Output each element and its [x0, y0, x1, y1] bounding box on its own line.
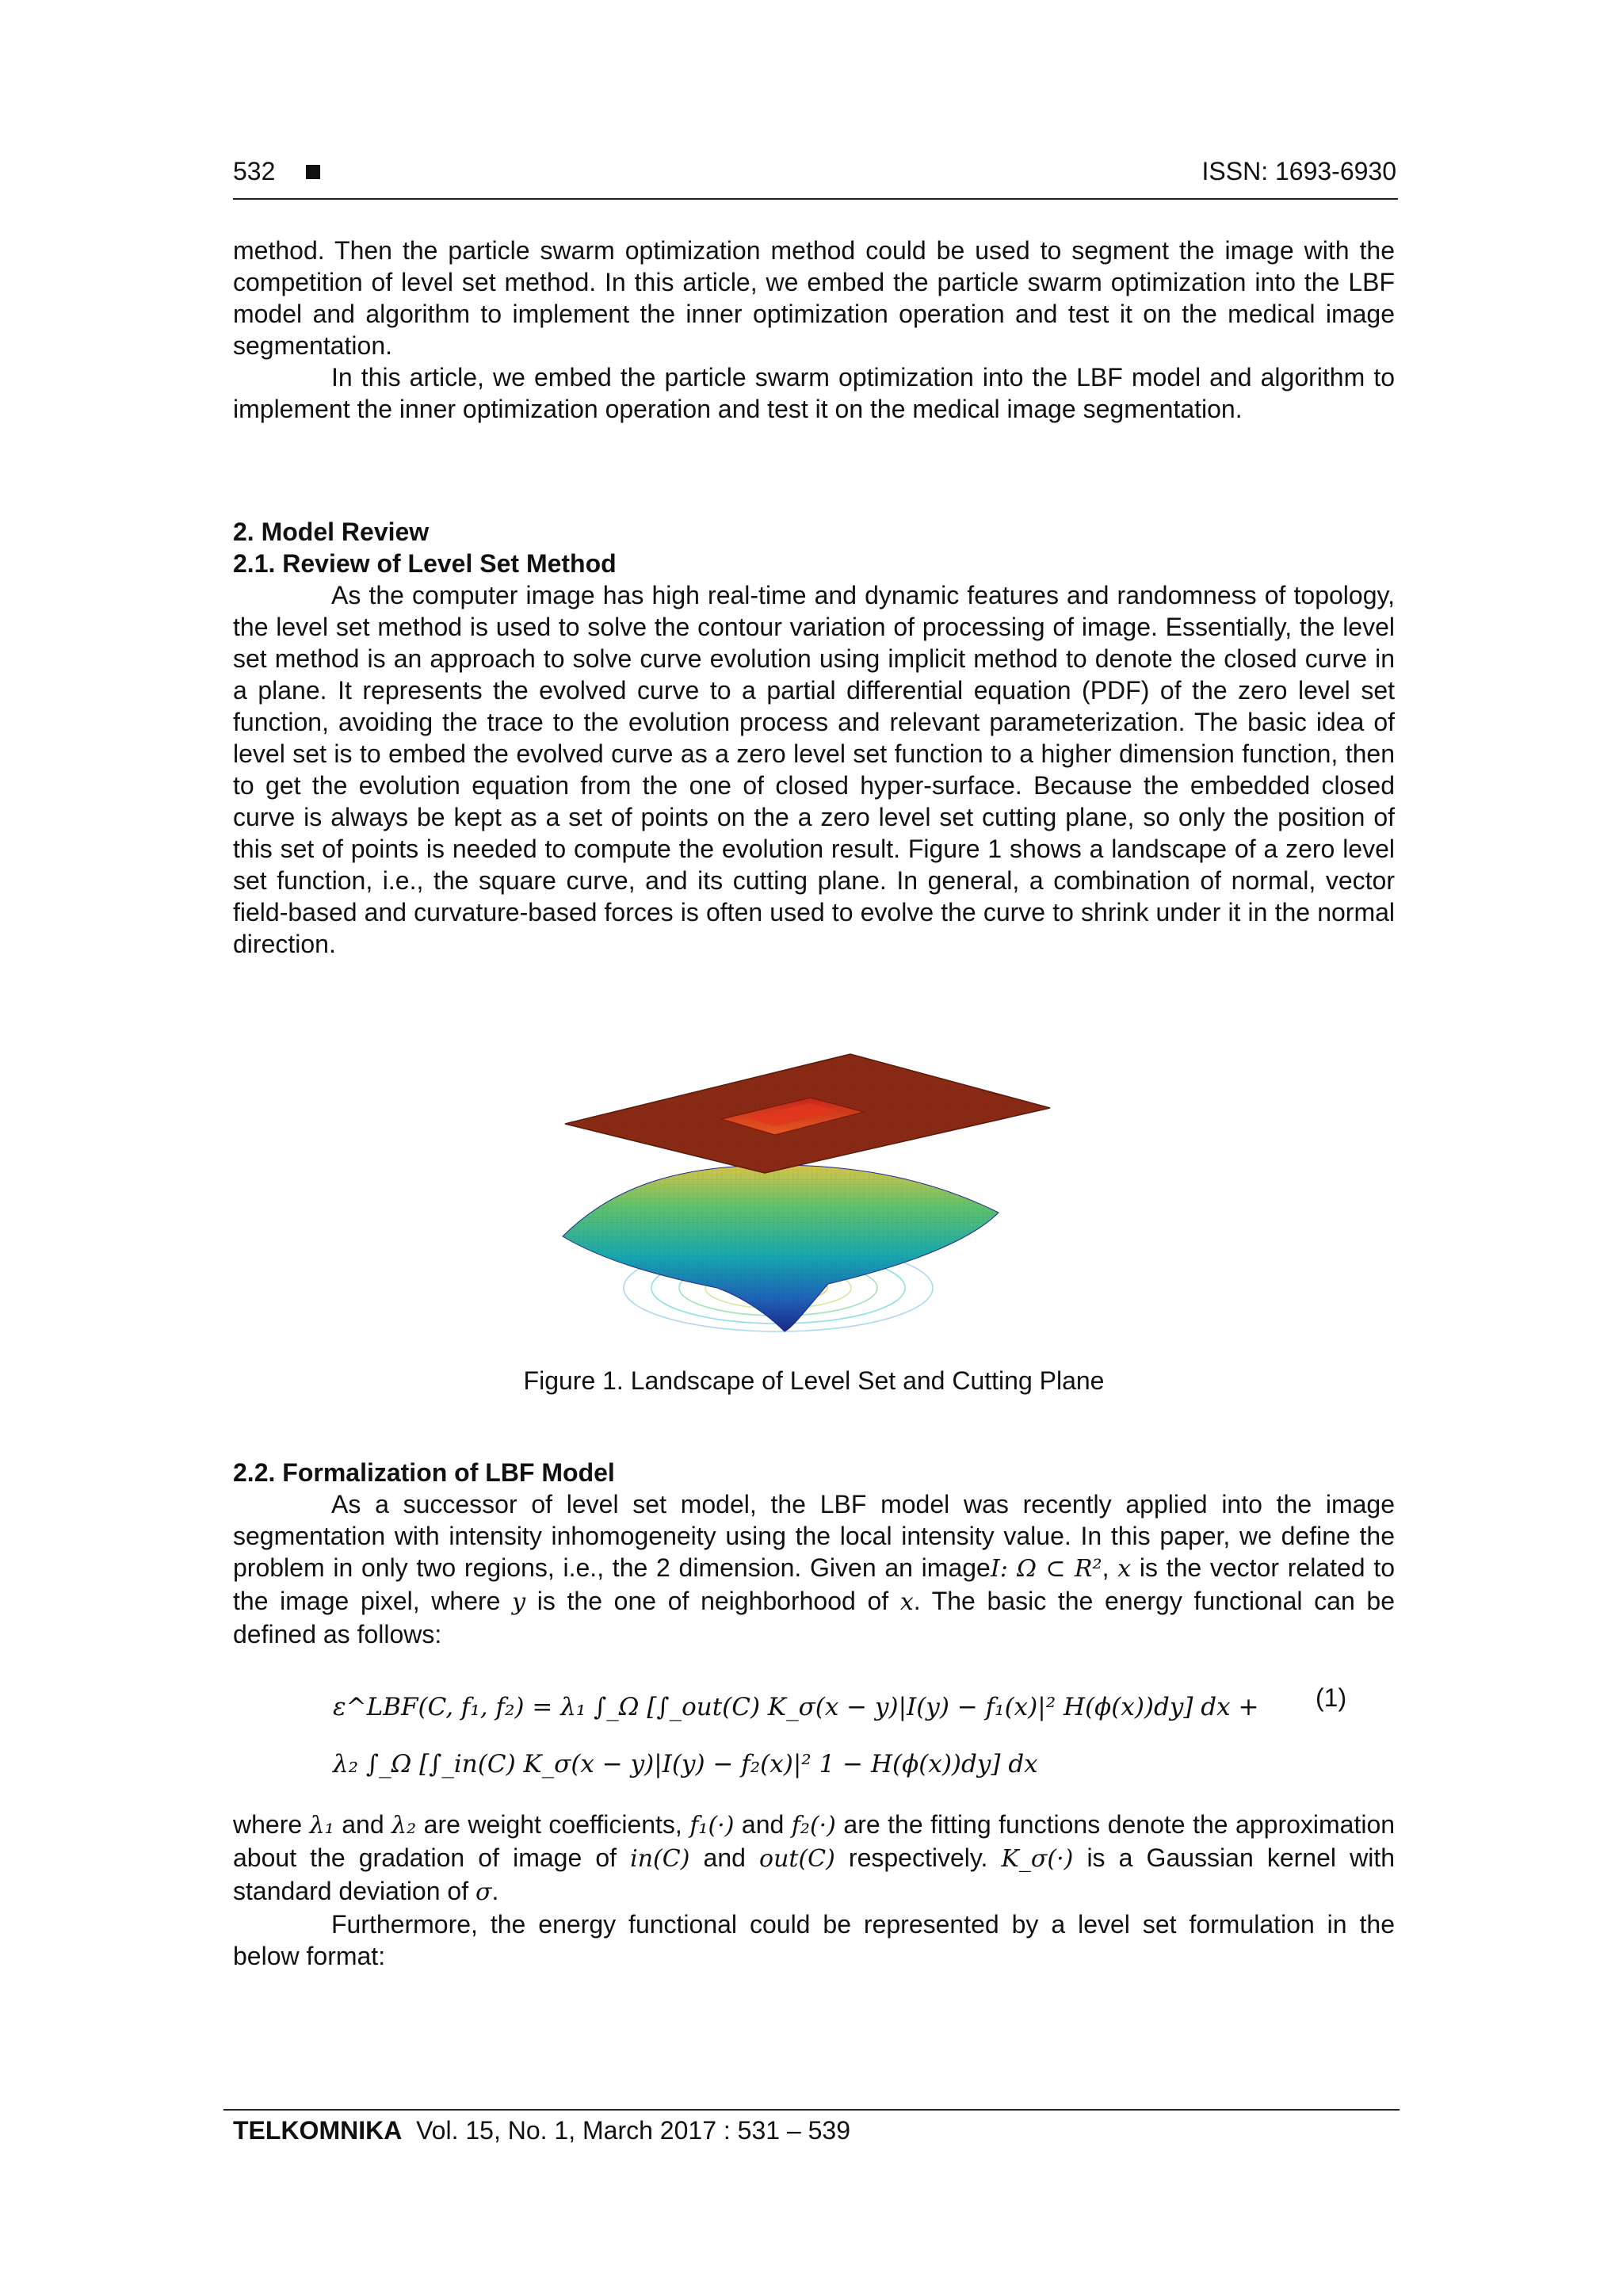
running-header [233, 151, 1398, 200]
level-set-surface-graphic [555, 1046, 1078, 1363]
expl-text-1: where [233, 1810, 310, 1839]
footer-rule [223, 2109, 1400, 2111]
citation: Vol. 15, No. 1, March 2017 : 531 – 539 [416, 2116, 851, 2145]
lbf-text-b: , [1102, 1553, 1118, 1582]
math-y: y [512, 1588, 526, 1616]
math-kernel: K_σ(·) [1001, 1845, 1074, 1873]
expl-text-7: respectively. [834, 1843, 1002, 1872]
equation-1 [333, 1679, 1363, 1793]
math-f2: f₂(·) [791, 1812, 836, 1839]
header-square-marker [306, 165, 320, 179]
math-x: x [1117, 1555, 1132, 1583]
math-sigma: σ [475, 1878, 492, 1906]
math-lambda1: λ₁ [309, 1812, 334, 1839]
figure-level-set-landscape [555, 1046, 1078, 1363]
lbf-text-a: As a successor of level set model, the LBF model was recently applied into the image segmentation with intensity inhomogeneity using the local intensity value. In this paper, we define the problem in only two regions, i.e., the 2 dimension. Given an image [233, 1490, 1395, 1582]
level-set-paragraph: As the computer image has high real-time and dynamic features and randomness of topology, the level set method is used to solve the contour variation of processing of image. Essentially, the level set method is an approach to solve curve evolution using implicit method to denote the closed curve in a plane. It represents the evolved curve to a partial differential equation (PDF) of the zero level set function, avoiding the trace to the evolution process and relevant parameterization. The basic idea of level set is to embed the evolved curve as a zero level set function to a higher dimension function, then to get the evolution equation from the one of closed hyper-surface. Because the embedded closed curve is always be kept as a set of points on the a zero level set cutting plane, so only the position of this set of points is needed to compute the evolution result. Figure 1 shows a landscape of a zero level set function, i.e., the square curve, and its cutting plane. In general, a combination of normal, vector field-based and curvature-based forces is often used to evolve the curve to shrink under it in the normal direction. [233, 581, 1395, 958]
lbf-paragraph-2 [233, 1809, 1395, 1908]
lbf-paragraph-3: Furthermore, the energy functional could be represented by a level set formulation in the below format: [233, 1910, 1395, 1970]
journal-name: TELKOMNIKA [233, 2116, 403, 2145]
lbf-text-c: is the vector related to the image pixel, where [233, 1553, 1396, 1615]
lbf-explanation-text [233, 1809, 1395, 1972]
intro-paragraph-1: method. Then the particle swarm optimization method could be used to segment the image with the competition of level set method. In this article, we embed the particle swarm optimization into the LBF model and algorithm to implement the inner optimization operation and test it on the medical image segmentation. [233, 236, 1395, 360]
subsection-heading-lbf: 2.2. Formalization of LBF Model [233, 1458, 615, 1487]
lbf-text-d: is the one of neighborhood of [525, 1587, 900, 1615]
math-image-domain: I: Ω ⊂ R² [990, 1555, 1102, 1583]
equation-number: (1) [1316, 1683, 1347, 1712]
equation-line-2: λ₂ ∫_Ω [∫_in(C) K_σ(x − y)|I(y) − f₂(x)|² 1 − H(ϕ(x))dy] dx [333, 1750, 1038, 1778]
expl-text-9: . [491, 1877, 499, 1905]
expl-text-6: and [689, 1843, 760, 1872]
math-in-c: in(C) [630, 1845, 690, 1873]
lbf-intro-text [233, 1488, 1395, 1650]
expl-text-2: and [334, 1810, 392, 1839]
math-x-2: x [899, 1588, 914, 1616]
lbf-text-e: . The basic the energy functional can be defined as follows: [233, 1587, 1396, 1648]
math-out-c: out(C) [759, 1845, 835, 1873]
intro-text [233, 235, 1395, 425]
expl-text-3: are weight coefficients, [416, 1810, 690, 1839]
surface-mesh [563, 1165, 999, 1331]
lbf-paragraph-1 [233, 1488, 1395, 1650]
expl-text-5: are the fitting functions denote the approximation about the gradation of image of [233, 1810, 1396, 1872]
expl-text-8: is a Gaussian kernel with standard deviation of [233, 1843, 1396, 1905]
running-footer [233, 2115, 850, 2146]
page-number: 532 [233, 157, 276, 185]
math-lambda2: λ₂ [391, 1812, 417, 1839]
equation-line-1: ε^LBF(C, f₁, f₂) = λ₁ ∫_Ω [∫_out(C) K_σ(x − y)|I(y) − f₁(x)|² H(ϕ(x))dy] dx + [333, 1693, 1259, 1721]
figure-caption: Figure 1. Landscape of Level Set and Cutting Plane [523, 1366, 1105, 1395]
intro-paragraph-2: In this article, we embed the particle swarm optimization into the LBF model and algorithm to implement the inner optimization operation and test it on the medical image segmentation. [233, 363, 1395, 423]
subsection-heading-level-set: 2.1. Review of Level Set Method [233, 549, 617, 578]
issn-label: ISSN: 1693-6930 [1201, 157, 1396, 185]
expl-text-4: and [734, 1810, 792, 1839]
math-f1: f₁(·) [689, 1812, 735, 1839]
section-heading-model-review: 2. Model Review [233, 518, 430, 546]
level-set-text [233, 579, 1395, 960]
